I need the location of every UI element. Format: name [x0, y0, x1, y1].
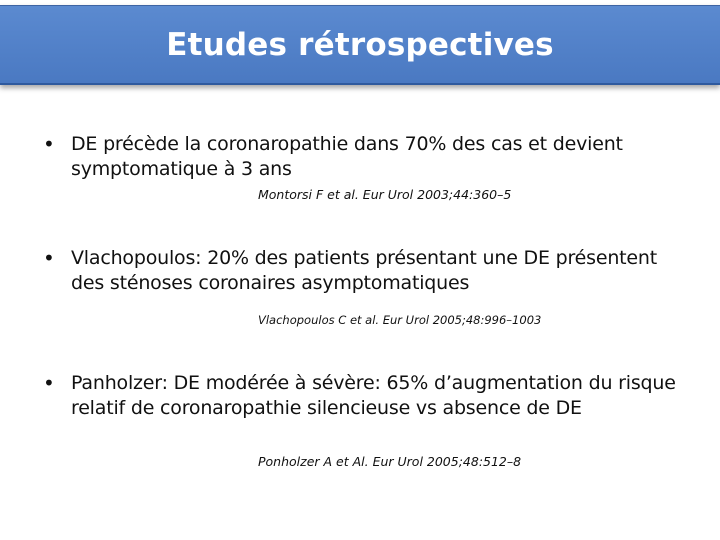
reference-citation: Montorsi F et al. Eur Urol 2003;44:360–5: [258, 187, 512, 202]
reference-citation: Vlachopoulos C et al. Eur Urol 2005;48:996–1003: [258, 313, 542, 327]
bullet-icon: •: [43, 371, 55, 395]
bullet-icon: •: [43, 246, 55, 270]
list-item-text: DE précède la coronaropathie dans 70% des cas et devient symptomatique à 3 ans: [71, 133, 623, 180]
title-bar: [0, 5, 720, 85]
reference-citation: Ponholzer A et Al. Eur Urol 2005;48:512–8: [258, 454, 522, 469]
bullet-icon: •: [43, 132, 55, 156]
list-item-text: Panholzer: DE modérée à sévère: 65% d’augmentation du risque relatif de coronaropathie silencieuse vs absence de DE: [71, 372, 676, 419]
slide-title: Etudes rétrospectives: [166, 26, 554, 63]
list-item-text: Vlachopoulos: 20% des patients présentant une DE présentent des sténoses coronaires asymptomatiques: [71, 247, 658, 294]
